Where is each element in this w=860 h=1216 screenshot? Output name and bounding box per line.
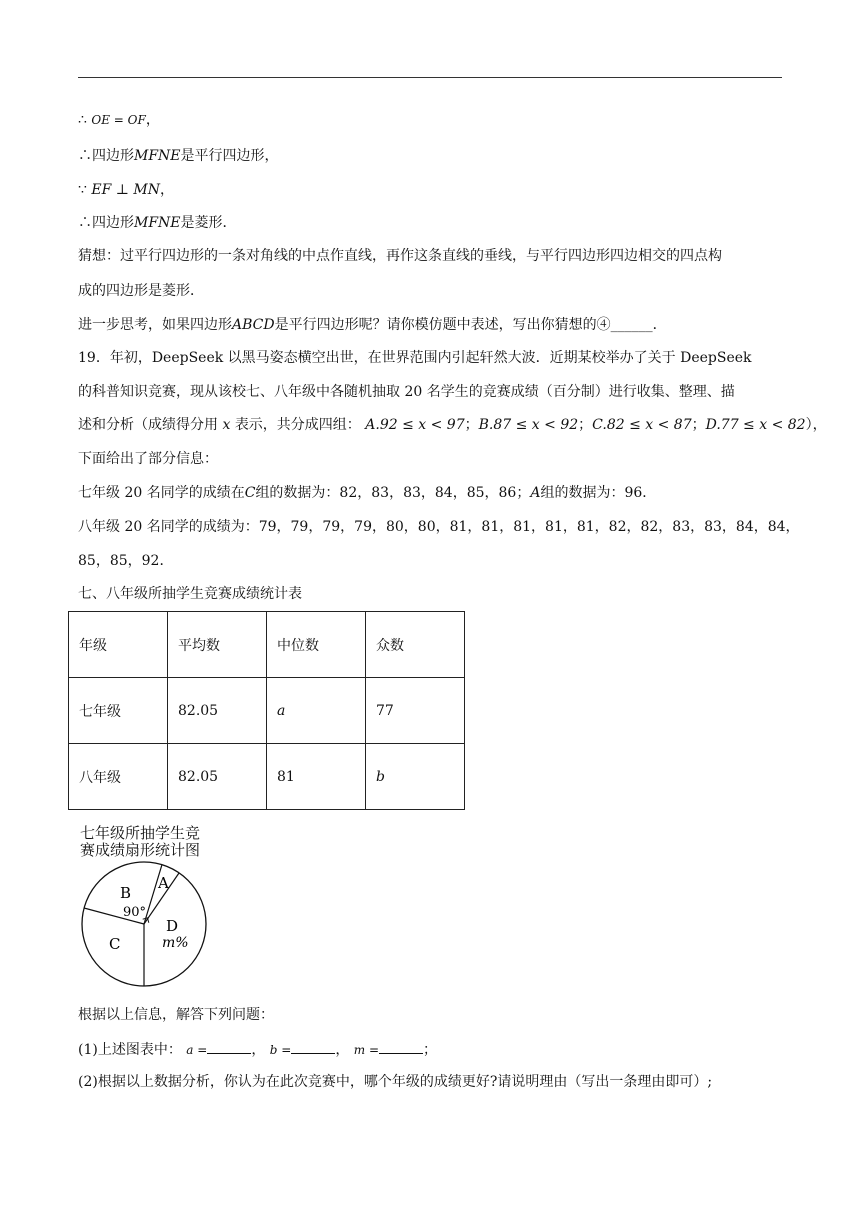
table-row — [69, 678, 465, 744]
grade8-data-line-2: 85，85，92． — [78, 553, 174, 569]
text: 述和分析（成绩得分用 — [78, 417, 218, 433]
pie-label-a: A — [158, 874, 169, 892]
variable-x: x — [222, 417, 231, 433]
quad-name: MFNE — [134, 148, 181, 164]
quad-name: MFNE — [134, 215, 181, 231]
separator: ； — [464, 417, 479, 433]
grade8-data-line-1: 八年级 20 名同学的成绩为：79，79，79，79，80，80，81，81，81，81，81，82，82，83，83，84，84， — [78, 519, 800, 535]
table-header-row — [69, 612, 465, 678]
quad-name: ABCD — [232, 317, 275, 333]
pie-chart — [78, 860, 210, 990]
table-header-cell: 平均数 — [168, 612, 267, 678]
separator: ； — [578, 417, 593, 433]
pie-title-line-2: 赛成绩扇形统计图 — [80, 841, 201, 859]
punctuation: ， — [145, 112, 160, 128]
conjecture-line-1: 猜想：过平行四边形的一条对角线的中点作直线，再作这条直线的垂线，与平行四边形四边相交的四点构 — [78, 248, 722, 264]
punctuation: ； — [423, 1042, 438, 1058]
pie-label-b: B — [120, 884, 132, 902]
q19-line-2: 的科普知识竞赛，现从该校七、八年级中各随机抽取 20 名学生的竞赛成绩（百分制）进行收集、整理、描 — [78, 384, 735, 400]
group-a: A.92 ≤ x < 97 — [365, 417, 465, 433]
group-letter: A — [530, 485, 541, 501]
table-cell: 81 — [267, 744, 366, 810]
grade7-data-line — [78, 483, 656, 503]
table-cell: a — [267, 678, 366, 744]
because-symbol: ∵ — [78, 182, 87, 198]
perpendicular-expression: EF ⊥ MN — [91, 182, 160, 198]
table-cell: 八年级 — [69, 744, 168, 810]
table-header-cell: 众数 — [366, 612, 465, 678]
group-c: C.82 ≤ x < 87 — [592, 417, 692, 433]
text: 组的数据为：96． — [540, 485, 657, 501]
equation-oe-of: OE = OF — [91, 113, 146, 127]
text: (1)上述图表中： — [78, 1042, 182, 1058]
table-cell: b — [366, 744, 465, 810]
punctuation: ， — [159, 182, 174, 198]
angle-label: 90° — [123, 905, 147, 920]
pie-title-line-1: 七年级所抽学生竞 — [80, 824, 201, 842]
separator: ， — [335, 1042, 350, 1058]
table-header-cell: 年级 — [69, 612, 168, 678]
q19-line-3 — [78, 415, 827, 435]
var-m: m = — [353, 1043, 380, 1057]
question-1 — [78, 1039, 437, 1060]
text: 表示，共分成四组： — [234, 417, 361, 433]
table-caption: 七、八年级所抽学生竞赛成绩统计表 — [78, 586, 302, 602]
table-row — [69, 744, 465, 810]
group-b: B.87 ≤ x < 92 — [478, 417, 579, 433]
q19-line-4: 下面给出了部分信息： — [78, 451, 218, 467]
conjecture-line-3 — [78, 315, 667, 335]
text: 七年级 20 名同学的成绩在 — [78, 485, 245, 501]
pie-label-d: D — [166, 917, 179, 935]
table-cell: 七年级 — [69, 678, 168, 744]
proof-line-3 — [78, 180, 174, 200]
q19-line-1: 19．年初，DeepSeek 以黑马姿态横空出世，在世界范围内引起轩然大波．近期某校举办了关于 DeepSeek — [78, 350, 752, 366]
text: 组的数据为：82，83，83，84，85，86； — [255, 485, 531, 501]
separator: ； — [691, 417, 706, 433]
answer-blank-a — [207, 1039, 251, 1054]
group-d: D.77 ≤ x < 82 — [705, 417, 806, 433]
text: 四边形 — [92, 215, 134, 231]
answer-blank-m — [379, 1039, 423, 1054]
table-cell: 82.05 — [168, 678, 267, 744]
proof-line-4 — [78, 213, 237, 233]
separator: ， — [251, 1042, 266, 1058]
var-b: b = — [269, 1043, 292, 1057]
header-rule — [78, 77, 782, 78]
pie-label-c: C — [109, 935, 121, 953]
questions-intro: 根据以上信息，解答下列问题： — [78, 1007, 274, 1023]
table-cell: 82.05 — [168, 744, 267, 810]
group-letter: C — [244, 485, 256, 501]
therefore-symbol: ∴ — [78, 215, 92, 231]
therefore-symbol: ∴ — [78, 112, 87, 128]
table-cell: 77 — [366, 678, 465, 744]
therefore-symbol: ∴ — [78, 148, 92, 164]
pie-d-percent: m% — [162, 935, 189, 951]
text: 是平行四边形， — [180, 148, 279, 164]
stats-table — [68, 611, 465, 810]
text: 四边形 — [92, 148, 134, 164]
text: 是平行四边形呢？请你模仿题中表述，写出你猜想的④______． — [274, 317, 667, 333]
conjecture-line-2: 成的四边形是菱形． — [78, 283, 204, 299]
proof-line-2 — [78, 146, 279, 166]
text: 是菱形． — [180, 215, 237, 231]
text: 进一步思考，如果四边形 — [78, 317, 232, 333]
punctuation: ）， — [805, 417, 827, 433]
var-a: a = — [186, 1043, 208, 1057]
question-2: (2)根据以上数据分析，你认为在此次竞赛中，哪个年级的成绩更好?请说明理由（写出一条理由即可）; — [78, 1074, 713, 1090]
proof-line-1 — [78, 110, 160, 130]
answer-blank-b — [291, 1039, 335, 1054]
table-header-cell: 中位数 — [267, 612, 366, 678]
